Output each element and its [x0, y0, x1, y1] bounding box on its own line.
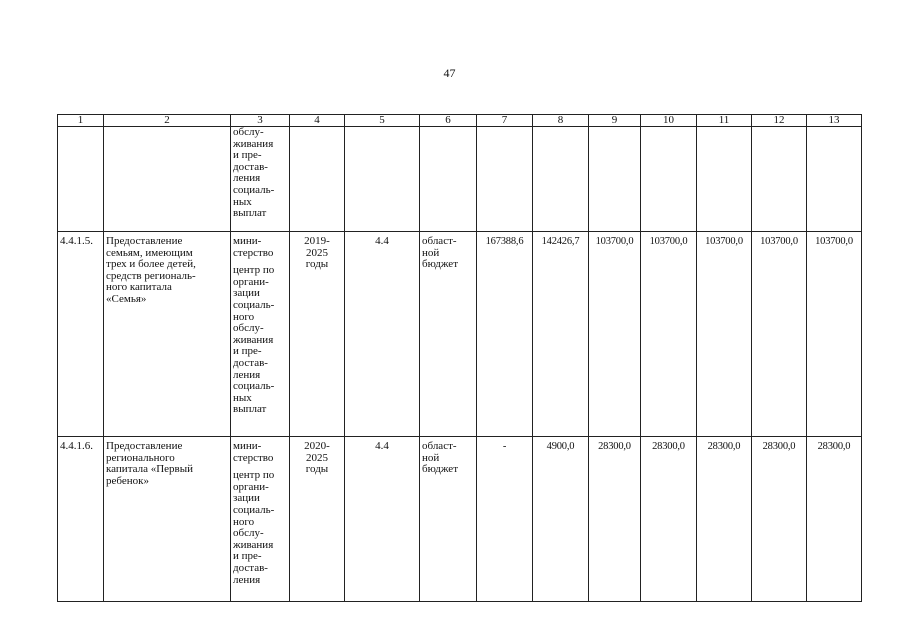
row-value-13: 103700,0 — [807, 232, 862, 437]
column-header: 5 — [345, 115, 420, 127]
row-name: Предоставление регионального капитала «Первый ребенок» — [104, 437, 231, 602]
row-value-12: 28300,0 — [752, 437, 807, 602]
table-row — [58, 127, 862, 232]
row-value-10: 28300,0 — [641, 437, 697, 602]
row-executor: мини- стерство — [233, 440, 274, 464]
row-link: 4.4 — [345, 437, 420, 602]
row-value-10: 103700,0 — [641, 232, 697, 437]
row-link: 4.4 — [345, 232, 420, 437]
row-name: Предоставление семьям, имеющим трех и более детей, средств региональ- ного капитала «Семья» — [104, 232, 231, 437]
column-header: 10 — [641, 115, 697, 127]
row-value-7: 167388,6 — [477, 232, 533, 437]
program-table — [57, 114, 862, 602]
row-value-10 — [641, 127, 697, 232]
row-value-11 — [697, 127, 752, 232]
row-value-7: - — [477, 437, 533, 602]
column-header: 1 — [58, 115, 104, 127]
row-executor-extra: центр по органи- зации социаль- ного обслу- живания и пре- достав- ления — [233, 469, 275, 586]
row-executor: обслу- живания и пре- достав- ления социаль- ных выплат — [231, 127, 290, 232]
row-period — [290, 127, 345, 232]
column-header: 6 — [420, 115, 477, 127]
row-source: област- ной бюджет — [420, 437, 477, 602]
row-value-7 — [477, 127, 533, 232]
row-value-8: 142426,7 — [533, 232, 589, 437]
table-row — [58, 232, 862, 437]
column-header: 13 — [807, 115, 862, 127]
row-executor-extra: центр по органи- зации социаль- ного обслу- живания и пре- достав- ления социаль- ных выплат — [233, 264, 275, 416]
row-link — [345, 127, 420, 232]
column-header: 2 — [104, 115, 231, 127]
row-value-11: 103700,0 — [697, 232, 752, 437]
row-value-11: 28300,0 — [697, 437, 752, 602]
row-value-12 — [752, 127, 807, 232]
row-value-9: 28300,0 — [589, 437, 641, 602]
row-value-12: 103700,0 — [752, 232, 807, 437]
column-header: 7 — [477, 115, 533, 127]
row-value-9: 103700,0 — [589, 232, 641, 437]
column-header: 9 — [589, 115, 641, 127]
column-header: 4 — [290, 115, 345, 127]
row-period: 2019- 2025 годы — [290, 232, 345, 437]
row-code: 4.4.1.6. — [58, 437, 104, 602]
row-executor: мини- стерство — [233, 235, 274, 259]
column-header: 3 — [231, 115, 290, 127]
row-value-13: 28300,0 — [807, 437, 862, 602]
row-code — [58, 127, 104, 232]
column-header: 11 — [697, 115, 752, 127]
row-value-8 — [533, 127, 589, 232]
row-source: област- ной бюджет — [420, 232, 477, 437]
table-row — [58, 437, 862, 602]
row-source — [420, 127, 477, 232]
row-value-13 — [807, 127, 862, 232]
row-value-8: 4900,0 — [533, 437, 589, 602]
column-header: 12 — [752, 115, 807, 127]
row-executor-cell — [231, 232, 290, 437]
row-value-9 — [589, 127, 641, 232]
row-executor-cell — [231, 437, 290, 602]
row-code: 4.4.1.5. — [58, 232, 104, 437]
column-header: 8 — [533, 115, 589, 127]
row-period: 2020- 2025 годы — [290, 437, 345, 602]
row-name — [104, 127, 231, 232]
column-numbers-row — [58, 115, 862, 127]
page-number: 47 — [443, 66, 456, 80]
